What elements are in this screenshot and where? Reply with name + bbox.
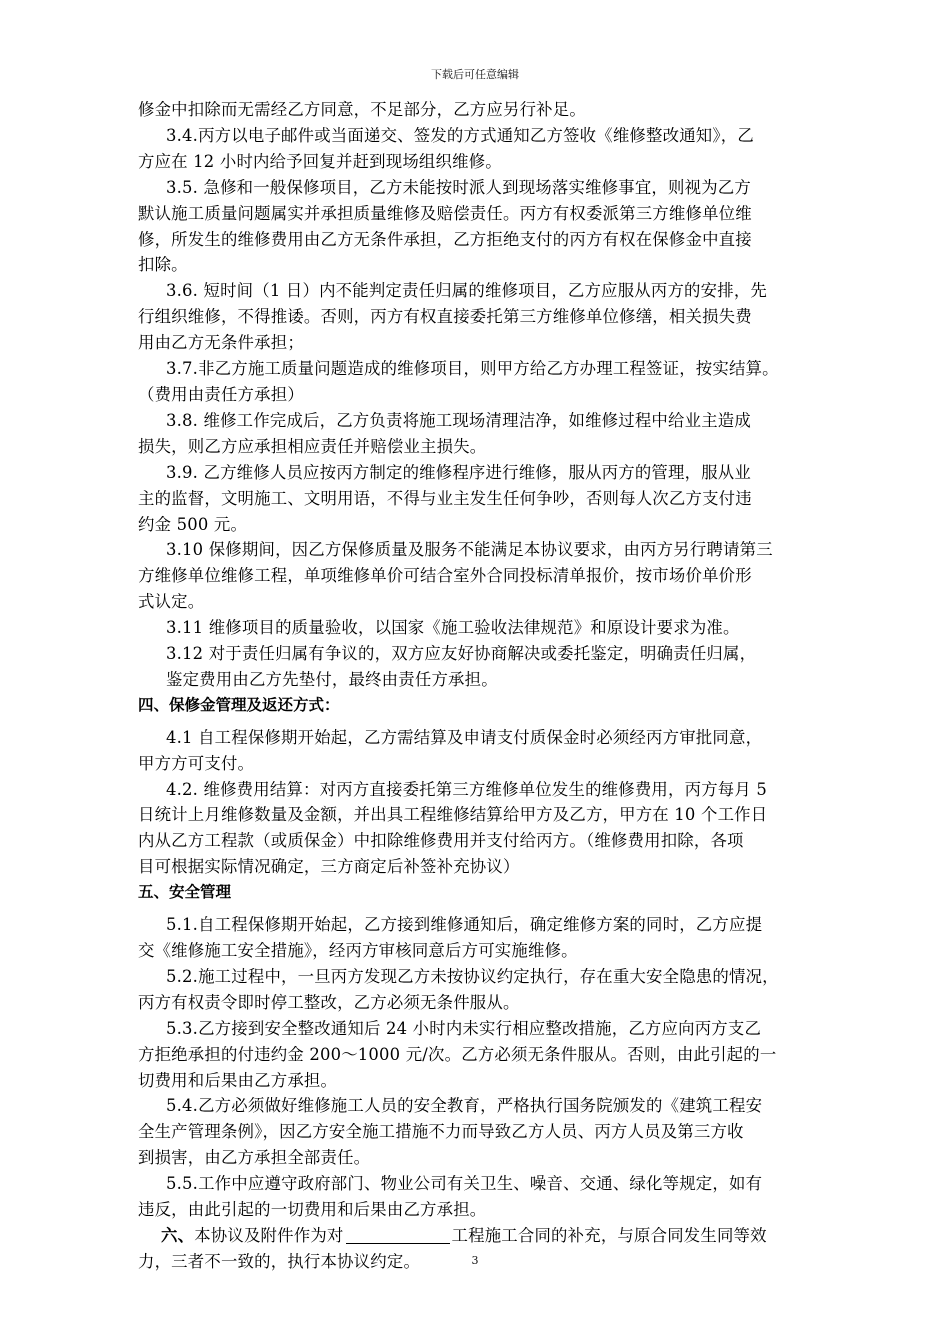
paragraph-line: 4.1 自工程保修期开始起，乙方需结算及申请支付质保金时必须经丙方审批同意， bbox=[166, 727, 763, 747]
paragraph-line: 3.11 维修项目的质量验收，以国家《施工验收法律规范》和原设计要求为准。 bbox=[166, 618, 740, 638]
paragraph-line: 日统计上月维修数量及金额，并出具工程维修结算给甲方及乙方，甲方在 10 个工作日 bbox=[138, 805, 768, 825]
paragraph-line: 3.10 保修期间，因乙方保修质量及服务不能满足本协议要求，由丙方另行聘请第三 bbox=[166, 540, 773, 560]
paragraph-line: 目可根据实际情况确定，三方商定后补签补充协议） bbox=[138, 857, 520, 877]
paragraph-line: 5.5.工作中应遵守政府部门、物业公司有关卫生、噪音、交通、绿化等规定，如有 bbox=[166, 1174, 763, 1194]
paragraph-line: 3.6. 短时间（1 日）内不能判定责任归属的维修项目，乙方应服从丙方的安排，先 bbox=[166, 281, 768, 301]
paragraph-line: 3.12 对于责任归属有争议的，双方应友好协商解决或委托鉴定，明确责任归属， bbox=[166, 644, 757, 664]
paragraph-line: 约金 500 元。 bbox=[138, 514, 248, 534]
paragraph-line: 全生产管理条例》，因乙方安全施工措施不力而导致乙方人员、丙方人员及第三方收 bbox=[138, 1122, 744, 1142]
paragraph-line: 5.2.施工过程中，一旦丙方发现乙方未按协议约定执行，存在重大安全隐患的情况， bbox=[166, 966, 779, 986]
paragraph-line: 损失，则乙方应承担相应责任并赔偿业主损失。 bbox=[138, 436, 487, 456]
paragraph-line: 5.3.乙方接到安全整改通知后 24 小时内未实行相应整改措施，乙方应向丙方支乙 bbox=[166, 1018, 762, 1038]
paragraph-line: 内从乙方工程款（或质保金）中扣除维修费用并支付给丙方。（维修费用扣除，各项 bbox=[138, 831, 744, 851]
section-heading: 五、安全管理 bbox=[138, 883, 232, 902]
paragraph-line: 到损害，由乙方承担全部责任。 bbox=[138, 1148, 371, 1168]
paragraph-line: 丙方有权责令即时停工整改，乙方必须无条件服从。 bbox=[138, 992, 520, 1012]
paragraph-line: 力，三者不一致的，执行本协议约定。 bbox=[138, 1251, 421, 1271]
page-header: 下载后可任意编辑 bbox=[431, 68, 519, 81]
paragraph-line: 3.5. 急修和一般保修项目，乙方未能按时派人到现场落实维修事宜，则视为乙方 bbox=[166, 177, 751, 197]
paragraph-line: 鉴定费用由乙方先垫付，最终由责任方承担。 bbox=[166, 669, 498, 689]
paragraph-line: 交《维修施工安全措施》，经丙方审核同意后方可实施维修。 bbox=[138, 941, 578, 960]
paragraph-line: 默认施工质量问题属实并承担质量维修及赔偿责任。丙方有权委派第三方维修单位维 bbox=[138, 203, 752, 223]
clause-six-text: 本协议及附件作为对 bbox=[194, 1225, 344, 1245]
paragraph-line: 3.4.丙方以电子邮件或当面递交、签发的方式通知乙方签收《维修整改通知》，乙 bbox=[166, 125, 754, 145]
paragraph-line: 式认定。 bbox=[138, 592, 205, 612]
clause-six-line bbox=[138, 1223, 862, 1249]
page-number: 3 bbox=[471, 1254, 479, 1267]
paragraph-line: 5.1.自工程保修期开始起，乙方接到维修通知后，确定维修方案的同时，乙方应提 bbox=[166, 915, 763, 935]
paragraph-line: 3.8. 维修工作完成后，乙方负责将施工现场清理洁净，如维修过程中给业主造成 bbox=[166, 410, 751, 430]
paragraph-line: 扣除。 bbox=[138, 255, 188, 275]
paragraph-line: 行组织维修，不得推诿。否则，丙方有权直接委托第三方维修单位修缮，相关损失费 bbox=[138, 307, 752, 327]
paragraph-line: 3.7.非乙方施工质量问题造成的维修项目，则甲方给乙方办理工程签证，按实结算。 bbox=[166, 359, 779, 379]
paragraph-line: 甲方方可支付。 bbox=[138, 753, 255, 773]
paragraph-line: 4.2. 维修费用结算：对丙方直接委托第三方维修单位发生的维修费用，丙方每月 5 bbox=[166, 779, 768, 799]
paragraph-line: （费用由责任方承担） bbox=[138, 384, 304, 404]
contract-name-blank bbox=[346, 1225, 450, 1244]
clause-six-number: 六、 bbox=[161, 1225, 195, 1245]
section-heading: 四、保修金管理及返还方式： bbox=[138, 695, 340, 714]
paragraph-line: 修金中扣除而无需经乙方同意，不足部分，乙方应另行补足。 bbox=[138, 100, 586, 119]
paragraph-line: 主的监督，文明施工、文明用语，不得与业主发生任何争吵，否则每人次乙方支付违 bbox=[138, 488, 752, 508]
paragraph-line: 5.4.乙方必须做好维修施工人员的安全教育，严格执行国务院颁发的《建筑工程安 bbox=[166, 1096, 763, 1116]
clause-six-text-cont: 工程施工合同的补充，与原合同发生同等效 bbox=[451, 1225, 767, 1245]
document-body bbox=[138, 97, 862, 1275]
paragraph-line: 切费用和后果由乙方承担。 bbox=[138, 1070, 338, 1090]
paragraph-line: 方应在 12 小时内给予回复并赶到现场组织维修。 bbox=[138, 151, 502, 171]
paragraph-line: 违反，由此引起的一切费用和后果由乙方承担。 bbox=[138, 1200, 487, 1220]
paragraph-line: 3.9. 乙方维修人员应按丙方制定的维修程序进行维修，服从丙方的管理，服从业 bbox=[166, 462, 751, 482]
paragraph-line: 方维修单位维修工程，单项维修单价可结合室外合同投标清单报价，按市场价单价形 bbox=[138, 566, 752, 586]
paragraph-line: 修，所发生的维修费用由乙方无条件承担，乙方拒绝支付的丙方有权在保修金中直接 bbox=[138, 229, 752, 249]
paragraph-line: 方拒绝承担的付违约金 200～1000 元/次。乙方必须无条件服从。否则，由此引起的一 bbox=[138, 1044, 777, 1064]
paragraph-line: 用由乙方无条件承担； bbox=[138, 333, 304, 353]
